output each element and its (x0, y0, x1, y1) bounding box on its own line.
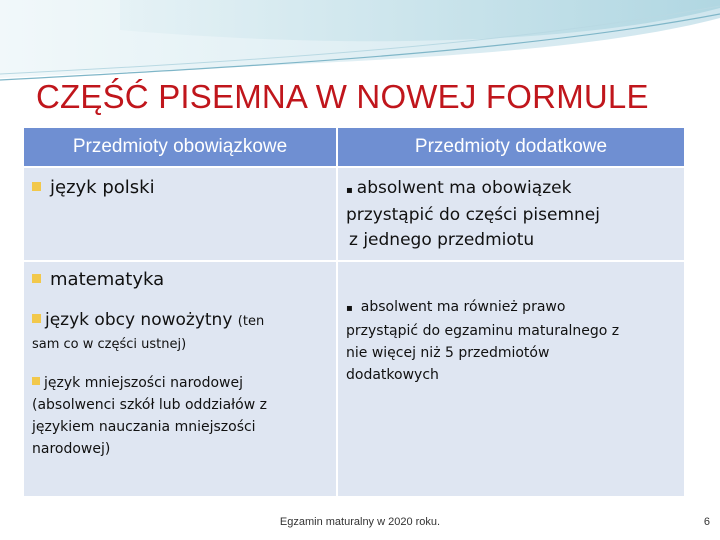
item-matematyka-label: matematyka (50, 269, 165, 290)
item-obowiazek-label: absolwent ma obowiązek (356, 178, 572, 198)
item-prawo-line-2: przystąpić do egzaminu maturalnego z (346, 323, 620, 339)
slide-title: CZĘŚĆ PISEMNA W NOWEJ FORMULE (36, 78, 649, 115)
item-obowiazek-line-3: z jednego przedmiotu (349, 230, 535, 250)
item-jezyk-obcy (32, 310, 264, 330)
item-jezyk-obcy-label: język obcy nowożytny (45, 310, 233, 330)
item-mniejszosci-line-3: językiem nauczania mniejszości (32, 419, 256, 435)
header-obowiazkowe (24, 128, 336, 166)
bullet-square-icon (32, 377, 40, 385)
item-jezyk-obcy-note: (ten (237, 314, 265, 329)
bullet-square-icon (32, 314, 41, 323)
header-dodatkowe-label: Przedmioty dodatkowe (414, 136, 608, 157)
item-prawo-label: absolwent ma również prawo (360, 299, 566, 315)
bullet-square-icon (32, 182, 41, 191)
item-prawo-line-3: nie więcej niż 5 przedmiotów (346, 345, 550, 361)
bullet-square-icon: ▪ (346, 303, 353, 314)
header-dodatkowe (338, 128, 684, 166)
slide-footer: Egzamin maturalny w 2020 roku. (279, 516, 441, 528)
item-mniejszosci-line-4: narodowej) (32, 441, 111, 457)
item-obowiazek (346, 176, 600, 253)
item-prawo-line-4: dodatkowych (346, 367, 439, 383)
item-obowiazek-line-2: przystąpić do części pisemnej (346, 205, 600, 225)
page-number: 6 (703, 516, 710, 528)
item-jezyk-polski (32, 177, 155, 198)
bullet-square-icon: ▪ (346, 185, 353, 196)
header-obowiazkowe-label: Przedmioty obowiązkowe (72, 136, 288, 157)
item-jezyk-polski-label: język polski (50, 177, 155, 198)
item-prawo-line-1 (346, 296, 619, 320)
bullet-square-icon (32, 274, 41, 283)
item-mniejszosci-label: język mniejszości narodowej (44, 375, 244, 391)
item-matematyka (32, 269, 164, 290)
item-jezyk-obcy-line2: sam co w części ustnej) (32, 337, 187, 352)
item-mniejszosci-line-2: (absolwenci szkół lub oddziałów z (32, 397, 267, 413)
item-prawo (346, 296, 619, 386)
item-mniejszosci-line-1 (32, 372, 267, 394)
item-obowiazek-line-1 (346, 176, 600, 203)
item-jezyk-mniejszosci (32, 372, 267, 460)
